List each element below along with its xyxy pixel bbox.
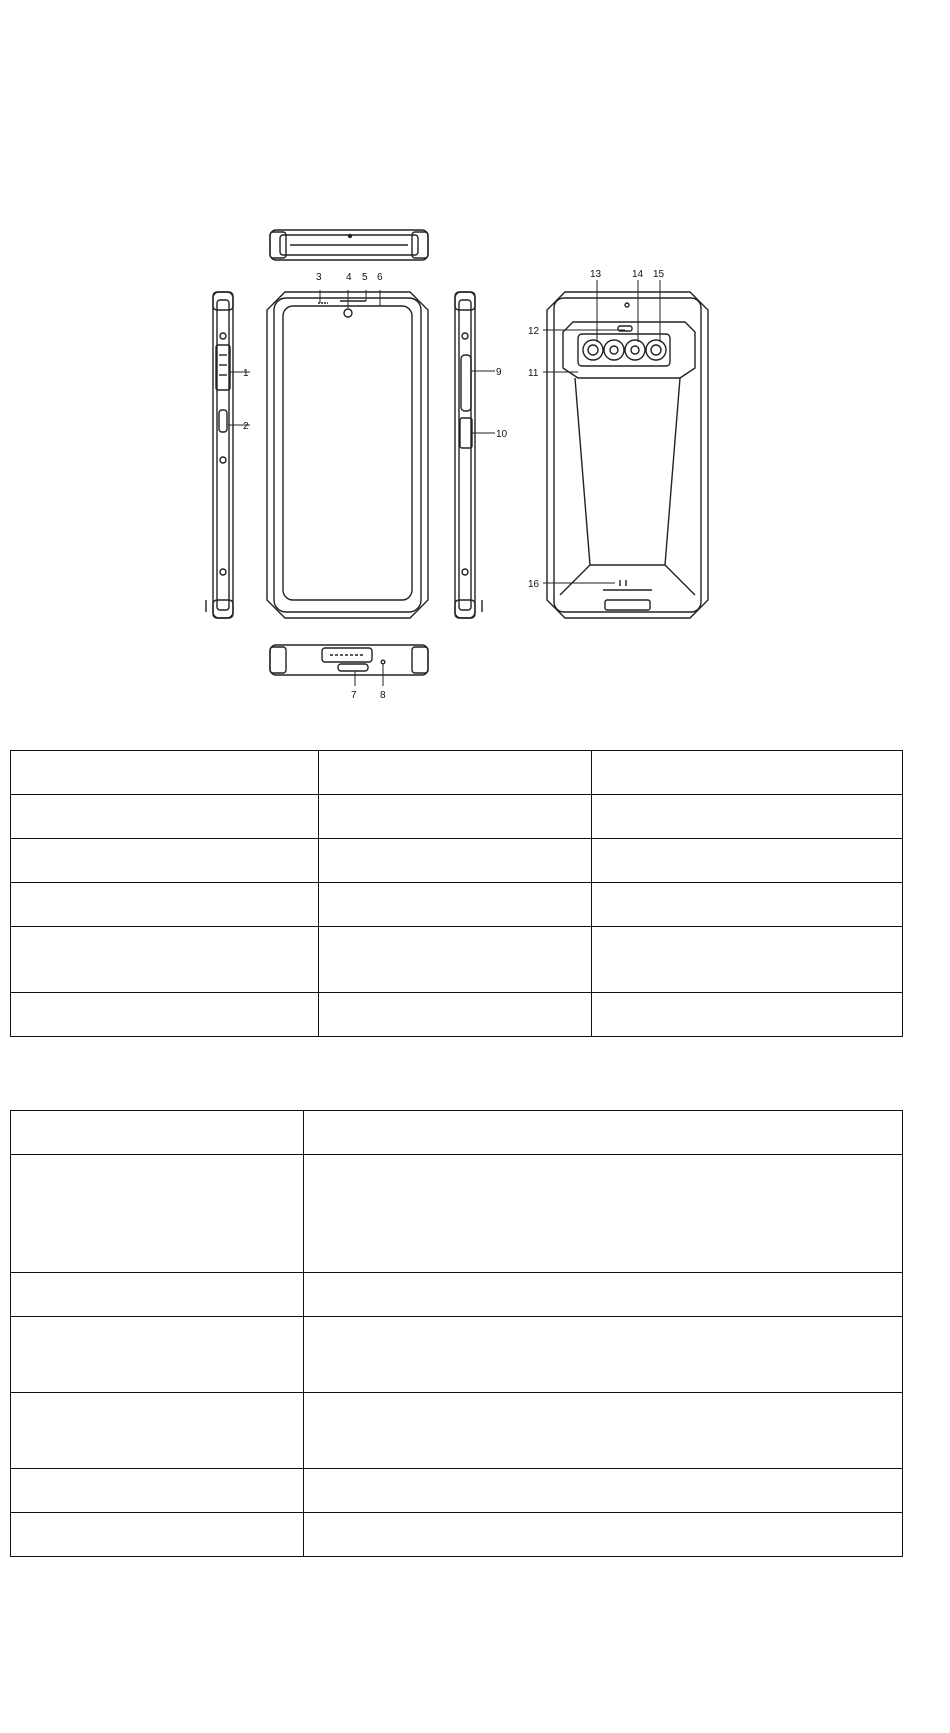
table-cell	[592, 751, 903, 795]
table-cell	[11, 993, 319, 1037]
phone-left-side-view	[206, 292, 233, 618]
table-row	[11, 927, 903, 993]
callout-3: 3	[316, 272, 322, 283]
callout-15: 15	[653, 269, 665, 280]
table-cell	[11, 1317, 304, 1393]
table-row	[11, 1273, 903, 1317]
table-row	[11, 1317, 903, 1393]
table-cell	[304, 1155, 903, 1273]
callout-14: 14	[632, 269, 644, 280]
table-cell	[11, 751, 319, 795]
table-cell	[319, 795, 592, 839]
table-cell	[592, 993, 903, 1037]
callout-4: 4	[346, 272, 352, 283]
table-cell	[592, 927, 903, 993]
table-cell	[11, 927, 319, 993]
phone-back-view	[547, 292, 708, 618]
callout-9: 9	[496, 367, 502, 378]
table-cell	[304, 1393, 903, 1469]
callout-16: 16	[528, 579, 540, 590]
table-row	[11, 839, 903, 883]
phone-diagram	[0, 0, 950, 720]
table-cell	[11, 1513, 304, 1557]
table-cell	[592, 839, 903, 883]
table-row	[11, 1393, 903, 1469]
phone-front-view	[267, 292, 428, 618]
table-cell	[304, 1111, 903, 1155]
callout-2: 2	[243, 421, 249, 432]
table-cell	[11, 1469, 304, 1513]
callout-12: 12	[528, 326, 540, 337]
table-cell	[592, 883, 903, 927]
callout-10: 10	[496, 429, 508, 440]
table-cell	[11, 1393, 304, 1469]
callout-6: 6	[377, 272, 383, 283]
table-cell	[304, 1469, 903, 1513]
table-row	[11, 993, 903, 1037]
table-cell	[304, 1513, 903, 1557]
table-cell	[11, 1273, 304, 1317]
table-cell	[319, 993, 592, 1037]
component-table	[10, 750, 903, 1037]
callout-11: 11	[528, 368, 539, 379]
phone-bottom-view	[270, 645, 428, 675]
table-cell	[304, 1317, 903, 1393]
table-row	[11, 1469, 903, 1513]
phone-right-side-view	[455, 292, 482, 618]
table-cell	[11, 1111, 304, 1155]
spec-table	[10, 1110, 903, 1557]
phone-top-view	[270, 230, 428, 260]
table-cell	[319, 839, 592, 883]
table-cell	[11, 839, 319, 883]
table-cell	[11, 795, 319, 839]
table-cell	[11, 1155, 304, 1273]
table-row	[11, 883, 903, 927]
table-cell	[319, 927, 592, 993]
table-cell	[319, 751, 592, 795]
table-row	[11, 1513, 903, 1557]
table-cell	[304, 1273, 903, 1317]
table-row	[11, 1111, 903, 1155]
callout-5: 5	[362, 272, 368, 283]
table-row	[11, 795, 903, 839]
callout-7: 7	[351, 690, 357, 701]
table-cell	[592, 795, 903, 839]
callout-1: 1	[243, 368, 249, 379]
callout-8: 8	[380, 690, 386, 701]
table-cell	[319, 883, 592, 927]
table-cell	[11, 883, 319, 927]
callout-13: 13	[590, 269, 602, 280]
table-row	[11, 751, 903, 795]
table-row	[11, 1155, 903, 1273]
